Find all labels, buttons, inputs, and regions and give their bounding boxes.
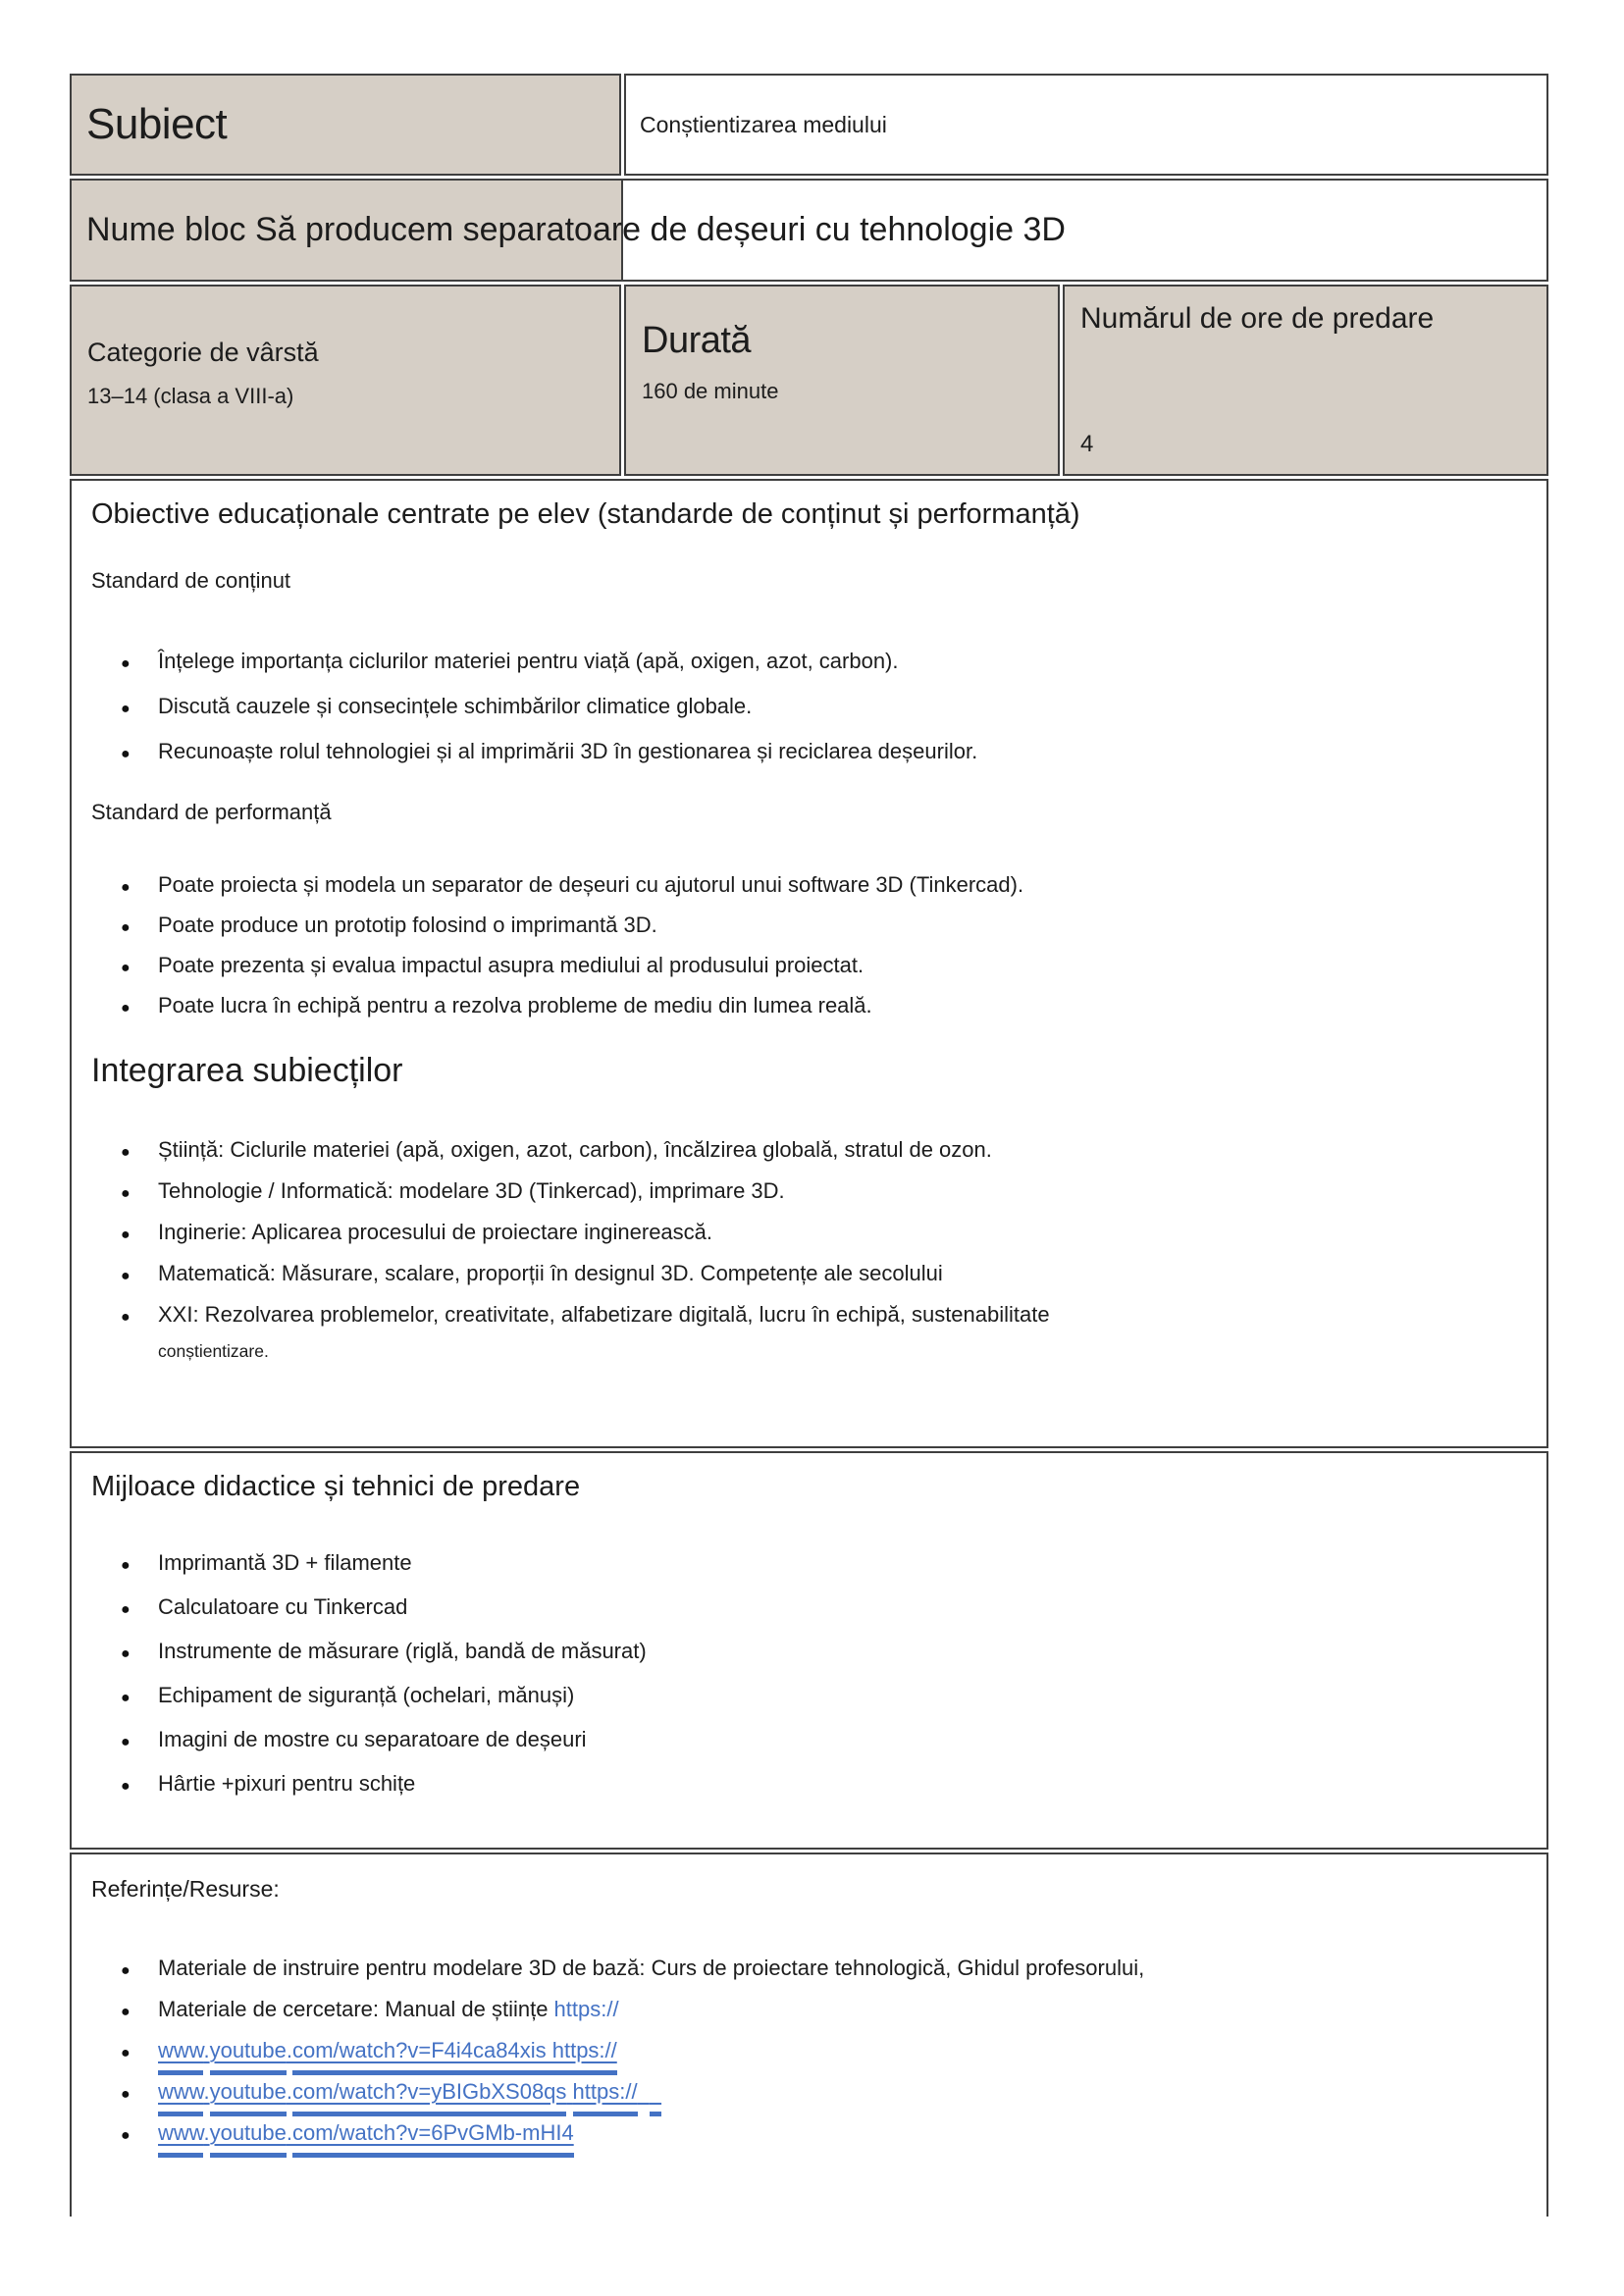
list-item: ● Calculatoare cu Tinkercad [121,1592,1527,1622]
subject-row [70,74,1548,176]
duration-label: Durată [642,320,752,361]
subject-value: Conștientizarea mediului [640,111,887,137]
list-item: ● Instrumente de măsurare (riglă, bandă de măsurat) [121,1637,1527,1666]
list-item: ● Discută cauzele și consecințele schimbărilor climatice globale. [121,692,1527,721]
list-item: ● Poate prezenta și evalua impactul asupra mediului al produsului proiectat. [121,951,1527,980]
list-item: ● Recunoaște rolul tehnologiei și al imprimării 3D în gestionarea și reciclarea deșeurilor. [121,737,1527,766]
list-item: ● Poate produce un prototip folosind o imprimantă 3D. [121,911,1527,940]
duration-cell [624,285,1060,476]
integration-list [91,1135,1527,1366]
teaching-hours-label: Numărul de ore de predare [1080,302,1435,335]
duration-value: 160 de minute [642,379,779,403]
integration-title: Integrarea subiecților [91,1052,403,1089]
materials-list [91,1548,1527,1799]
block-name-row [70,179,1548,282]
list-item: ● Matematică: Măsurare, scalare, proporții în designul 3D. Competențe ale secolului [121,1259,1527,1288]
objectives-section [70,479,1548,1448]
list-item-text: Materiale de cercetare: Manual de științe [158,1997,554,2021]
references-list [91,1954,1527,2148]
meta-row [70,285,1548,476]
teaching-hours-value: 4 [1080,431,1094,457]
list-item-continuation: conștientizare. [158,1341,269,1361]
age-category-label: Categorie de vârstă [87,338,319,367]
materials-title: Mijloace didactice și tehnici de predare [91,1471,581,1502]
youtube-link[interactable] [121,2118,1527,2148]
age-category-cell [70,285,621,476]
subject-value-cell [624,74,1548,176]
list-item-text: XXI: Rezolvarea problemelor, creativitate, alfabetizare digitală, lucru în echipă, sustenabilitate [158,1302,1050,1327]
list-item: ● Poate lucra în echipă pentru a rezolva probleme de mediu din lumea reală. [121,991,1527,1020]
performance-standard-list [91,870,1527,1020]
list-item: ● Imagini de mostre cu separatoare de deșeuri [121,1725,1527,1754]
subject-label: Subiect [86,100,228,148]
hyperlink[interactable]: www.youtube.com/watch?v=6PvGMb-mHI4 [158,2120,574,2158]
list-item: ● Poate proiecta și modela un separator de deșeuri cu ajutorul unui software 3D (Tinkercad). [121,870,1527,900]
references-section [70,1852,1548,2217]
performance-standard-label: Standard de performanță [91,800,332,824]
lesson-plan-table [70,74,1548,2217]
objectives-title: Obiective educaționale centrate pe elev (standarde de conținut și performanță) [91,498,1080,530]
subject-label-cell [70,74,621,176]
teaching-hours-cell [1063,285,1548,476]
youtube-link[interactable] [121,2036,1527,2065]
hyperlink[interactable]: https:// [553,1997,619,2021]
list-item: ● Știință: Ciclurile materiei (apă, oxigen, azot, carbon), încălzirea globală, stratul de ozon. [121,1135,1527,1165]
list-item: ● Inginerie: Aplicarea procesului de proiectare inginerească. [121,1218,1527,1247]
block-name: Nume bloc Să producem separatoare de deșeuri cu tehnologie 3D [86,211,1066,248]
list-item: ● Echipament de siguranță (ochelari, mănuși) [121,1681,1527,1710]
youtube-link[interactable] [121,2077,1527,2107]
list-item: ● Materiale de instruire pentru modelare 3D de bază: Curs de proiectare tehnologică, Ghidul profesorului, [121,1954,1527,1983]
materials-section [70,1451,1548,1850]
list-item [121,1995,1527,2024]
content-standard-list [91,647,1527,766]
list-item: ● Imprimantă 3D + filamente [121,1548,1527,1578]
list-item: ● Înțelege importanța ciclurilor materiei pentru viață (apă, oxigen, azot, carbon). [121,647,1527,676]
age-category-value: 13–14 (clasa a VIII-a) [87,384,294,408]
list-item: ● Tehnologie / Informatică: modelare 3D (Tinkercad), imprimare 3D. [121,1176,1527,1206]
list-item [121,1300,1527,1366]
hyperlink[interactable]: www.youtube.com/watch?v=F4i4ca84xis https:// [158,2038,617,2075]
list-item: ● Hârtie +pixuri pentru schițe [121,1769,1527,1799]
references-title: Referințe/Resurse: [91,1876,280,1902]
content-standard-label: Standard de conținut [91,568,291,593]
hyperlink[interactable]: www.youtube.com/watch?v=yBIGbXS08qs https:// [158,2079,661,2116]
